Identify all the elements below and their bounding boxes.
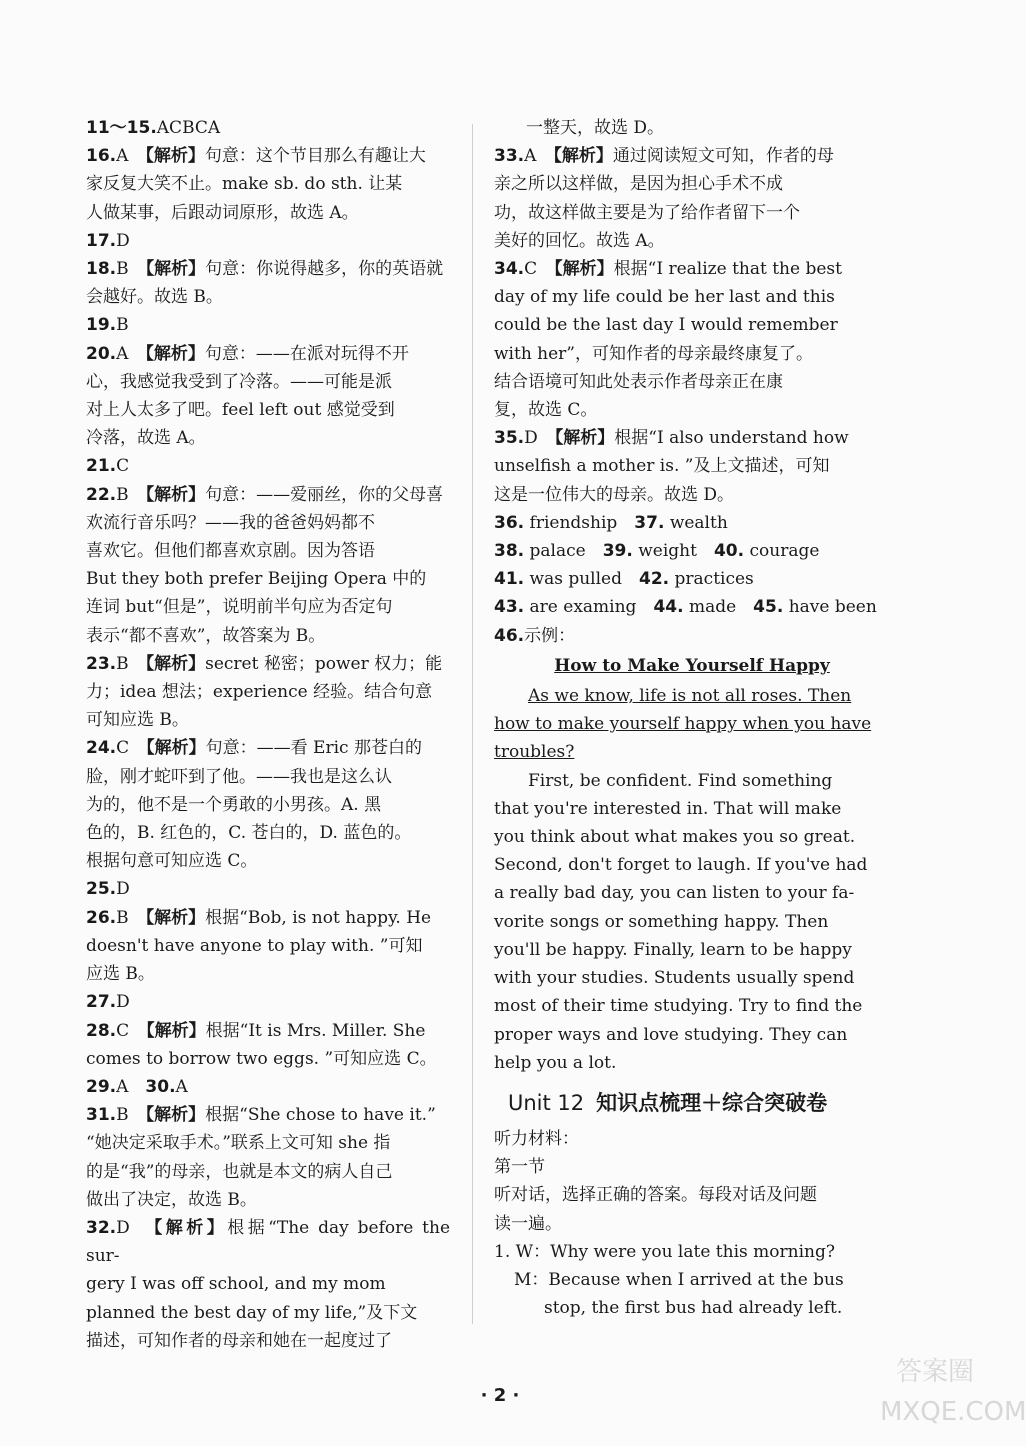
answer-16: 16.A 【解析】句意：这个节目那么有趣让大 家反复大笑不止。make sb. do sth. 让某 人做某事，后跟动词原形，故选 A。 (86, 146, 426, 223)
answer-31: 31.B 【解析】根据“She chose to have it.” “她决定采取手术。”联系上文可知 she 指 的是“我”的母亲，也就是本文的病人自己 做出了决定，故选 B。 (86, 1105, 436, 1210)
instruction: 听对话，选择正确的答案。每段对话及问题 读一遍。 (494, 1185, 817, 1234)
right-column (494, 114, 890, 1322)
essay-paragraph-2: First, be confident. Find something that you're interested in. That will make you think about what makes you so great. Second, don't forget to laugh. If you've had a really bad day, you can listen to your fa- vorite songs or something happy. Then you'll be happy. Finally, learn to be happy with your studies. Students usually spend most of their time studying. Try to find the proper ways and love studying. They can help you a lot. (494, 770, 868, 1073)
answer-18: 18.B 【解析】句意：你说得越多，你的英语就 会越好。故选 B。 (86, 259, 444, 308)
answer-11-15: 11～15.ACBCA (86, 118, 221, 138)
unit-heading (508, 1083, 890, 1123)
answer-26: 26.B 【解析】根据“Bob, is not happy. He doesn't have anyone to play with. ”可知 应选 B。 (86, 907, 432, 985)
answer-17: 17.D (86, 230, 130, 251)
answer-41-42: 41. was pulled 42. practices (494, 569, 754, 590)
answer-34: 34.C 【解析】根据“I realize that the best day of my life could be her last and this could be the last day I would remember with her”，可知作者的母亲最终康复了。 结合语境可知此处表示作者母亲正在康 复，故选 C。 (494, 259, 842, 421)
answer-36-37: 36. friendship 37. wealth (494, 512, 728, 533)
answer-28: 28.C 【解析】根据“It is Mrs. Miller. She comes to borrow two eggs. ”可知应选 C。 (86, 1020, 437, 1069)
column-divider (472, 124, 473, 1324)
left-column (86, 114, 450, 1355)
answer-35: 35.D 【解析】根据“I also understand how unselfish a mother is. ”及上文描述，可知 这是一位伟大的母亲。故选 D。 (494, 428, 849, 505)
answer-46: 46.示例： (494, 625, 576, 646)
page-number: · 2 · (480, 1385, 520, 1406)
answer-24: 24.C 【解析】句意：——看 Eric 那苍白的 脸，刚才蛇吓到了他。——我也是这么认 为的，他不是一个勇敢的小男孩。A. 黑 色的，B. 红色的，C. 苍白的，D. 蓝色的。 根据句意可知应选 C。 (86, 738, 422, 872)
answer-25: 25.D (86, 879, 130, 900)
answer-20: 20.A 【解析】句意：——在派对玩得不开 心，我感觉我受到了冷落。——可能是派 对上人太多了吧。feel left out 感觉受到 冷落，故选 A。 (86, 343, 409, 449)
unit-title: 知识点梳理＋综合突破卷 (596, 1090, 828, 1115)
answer-19: 19.B (86, 315, 129, 336)
watermark-logo: 答案圈 MXQE.COM (880, 1357, 1026, 1427)
answer-32: 32.D 【解析】根据“The day before the sur- gery I was off school, and my mom planned the best day of my life,”及下文 描述，可知作者的母亲和她在一起度过了 (86, 1217, 451, 1351)
answer-38-40: 38. palace 39. weight 40. courage (494, 541, 820, 562)
essay-paragraph-1: As we know, life is not all roses. Then how to make yourself happy when you have troubles? (494, 686, 872, 763)
answer-43-45: 43. are examing 44. made 45. have been (494, 597, 877, 618)
answer-22: 22.B 【解析】句意：——爱丽丝，你的父母喜 欢流行音乐吗？——我的爸爸妈妈都不 喜欢它。但他们都喜欢京剧。因为答语 But they both prefer Beijing Opera 中的 连词 but“但是”，说明前半句应为否定句 表示“都不喜欢”，故答案为 B。 (86, 484, 444, 646)
listening-label: 听力材料： (494, 1128, 579, 1149)
answer-32-continued: 一整天，故选 D。 (526, 118, 665, 138)
answer-33: 33.A 【解析】通过阅读短文可知，作者的母 亲之所以这样做，是因为担心手术不成 功，故这样做主要是为了给作者留下一个 美好的回忆。故选 A。 (494, 146, 834, 251)
dialogue-1: 1. W：Why were you late this morning? (494, 1241, 835, 1262)
answer-27: 27.D (86, 992, 130, 1013)
answer-29-30: 29.A 30.A (86, 1076, 188, 1097)
answer-21: 21.C (86, 456, 130, 477)
essay-title: How to Make Yourself Happy (554, 655, 830, 676)
section-label: 第一节 (494, 1157, 545, 1178)
dialogue-1-reply: M：Because when I arrived at the bus stop, the first bus had already left. (514, 1269, 844, 1319)
answer-23: 23.B 【解析】secret 秘密；power 权力；能 力；idea 想法；experience 经验。结合句意 可知应选 B。 (86, 653, 443, 731)
unit-label: Unit 12 (508, 1090, 585, 1115)
